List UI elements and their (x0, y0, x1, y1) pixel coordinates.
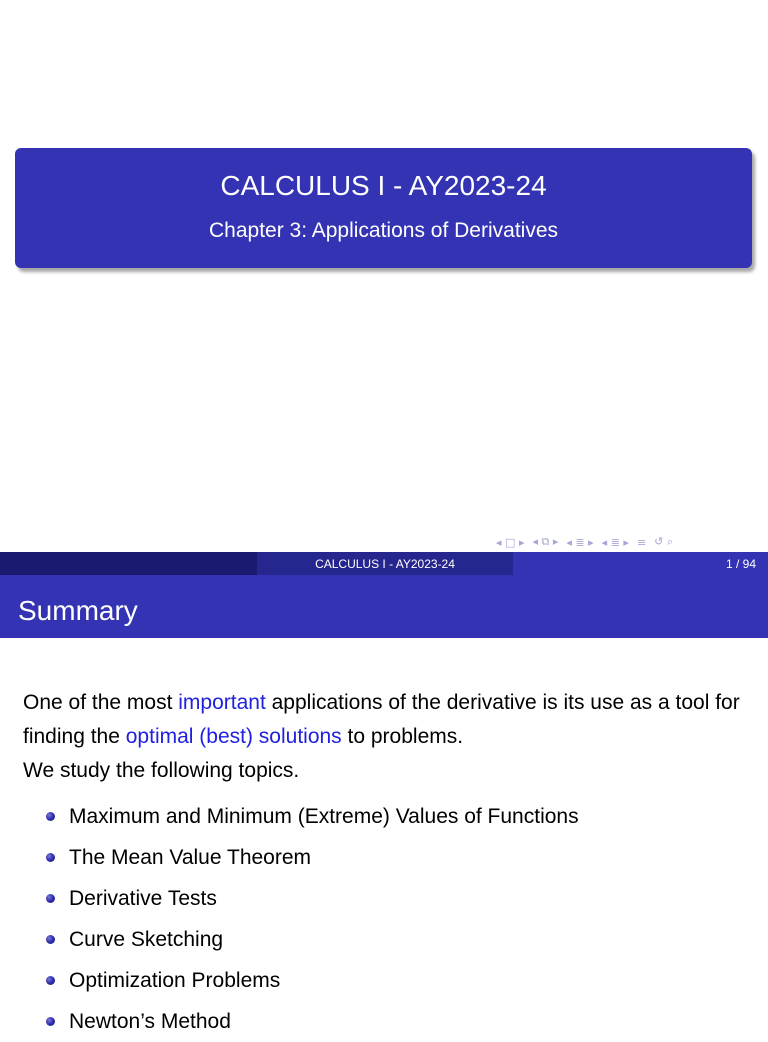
arrow-left-icon[interactable]: ◂ (601, 535, 608, 549)
presentation-subtitle: Chapter 3: Applications of Derivatives (208, 219, 558, 242)
arrow-right-icon[interactable]: ▸ (623, 535, 629, 549)
frame-icon[interactable]: □ (505, 535, 516, 549)
undo-icon[interactable]: ↺ (654, 535, 664, 548)
bullet-icon (46, 853, 55, 862)
align-icon[interactable]: ≡ (636, 535, 647, 549)
topic-label: The Mean Value Theorem (69, 845, 312, 869)
bullet-icon (46, 812, 55, 821)
topics-list (46, 796, 579, 1042)
intro-text: applications of the derivative is its use as a tool for finding the (23, 691, 740, 748)
highlight-important: important (178, 691, 266, 714)
topic-label: Optimization Problems (69, 968, 281, 992)
list-item (46, 878, 579, 919)
bullet-icon (46, 976, 55, 985)
list-item (46, 1001, 579, 1042)
bullet-icon (46, 935, 55, 944)
subsection-icon[interactable]: ⧉ (541, 535, 550, 548)
arrow-left-icon[interactable]: ◂ (532, 535, 538, 548)
topic-label: Maximum and Minimum (Extreme) Values of Functions (69, 804, 579, 828)
intro-paragraph (23, 686, 743, 754)
section-icon[interactable]: ≣ (575, 535, 585, 549)
arrow-right-icon[interactable]: ▸ (552, 535, 559, 548)
list-item (46, 919, 579, 960)
presentation-title: CALCULUS I - AY2023-24 (220, 170, 547, 201)
page-number: 1 / 94 (513, 552, 768, 575)
beamer-navigation-bar (496, 533, 762, 551)
intro-text: to problems. (341, 725, 464, 748)
highlight-optimal: optimal (best) solutions (125, 725, 342, 748)
section-icon[interactable]: ≣ (610, 535, 620, 549)
footline-title: CALCULUS I - AY2023-24 (257, 552, 513, 575)
footline-left (0, 552, 257, 575)
topic-label: Newton’s Method (69, 1009, 231, 1033)
arrow-right-icon[interactable]: ▸ (588, 535, 594, 549)
arrow-right-icon[interactable]: ▸ (518, 535, 525, 549)
bullet-icon (46, 1017, 55, 1026)
topic-label: Derivative Tests (69, 886, 217, 910)
topics-intro: We study the following topics. (23, 759, 300, 782)
bullet-icon (46, 894, 55, 903)
frame-title-bar (0, 575, 768, 638)
footline (0, 552, 768, 575)
summary-body (23, 686, 743, 788)
title-block (15, 148, 752, 268)
search-icon[interactable]: ⌕ (666, 535, 674, 548)
list-item (46, 960, 579, 1001)
arrow-left-icon[interactable]: ◂ (496, 535, 502, 549)
arrow-left-icon[interactable]: ◂ (566, 535, 572, 549)
intro-text: One of the most (23, 691, 179, 714)
frame-title: Summary (18, 595, 138, 626)
list-item (46, 837, 579, 878)
list-item (46, 796, 579, 837)
topic-label: Curve Sketching (69, 927, 224, 951)
